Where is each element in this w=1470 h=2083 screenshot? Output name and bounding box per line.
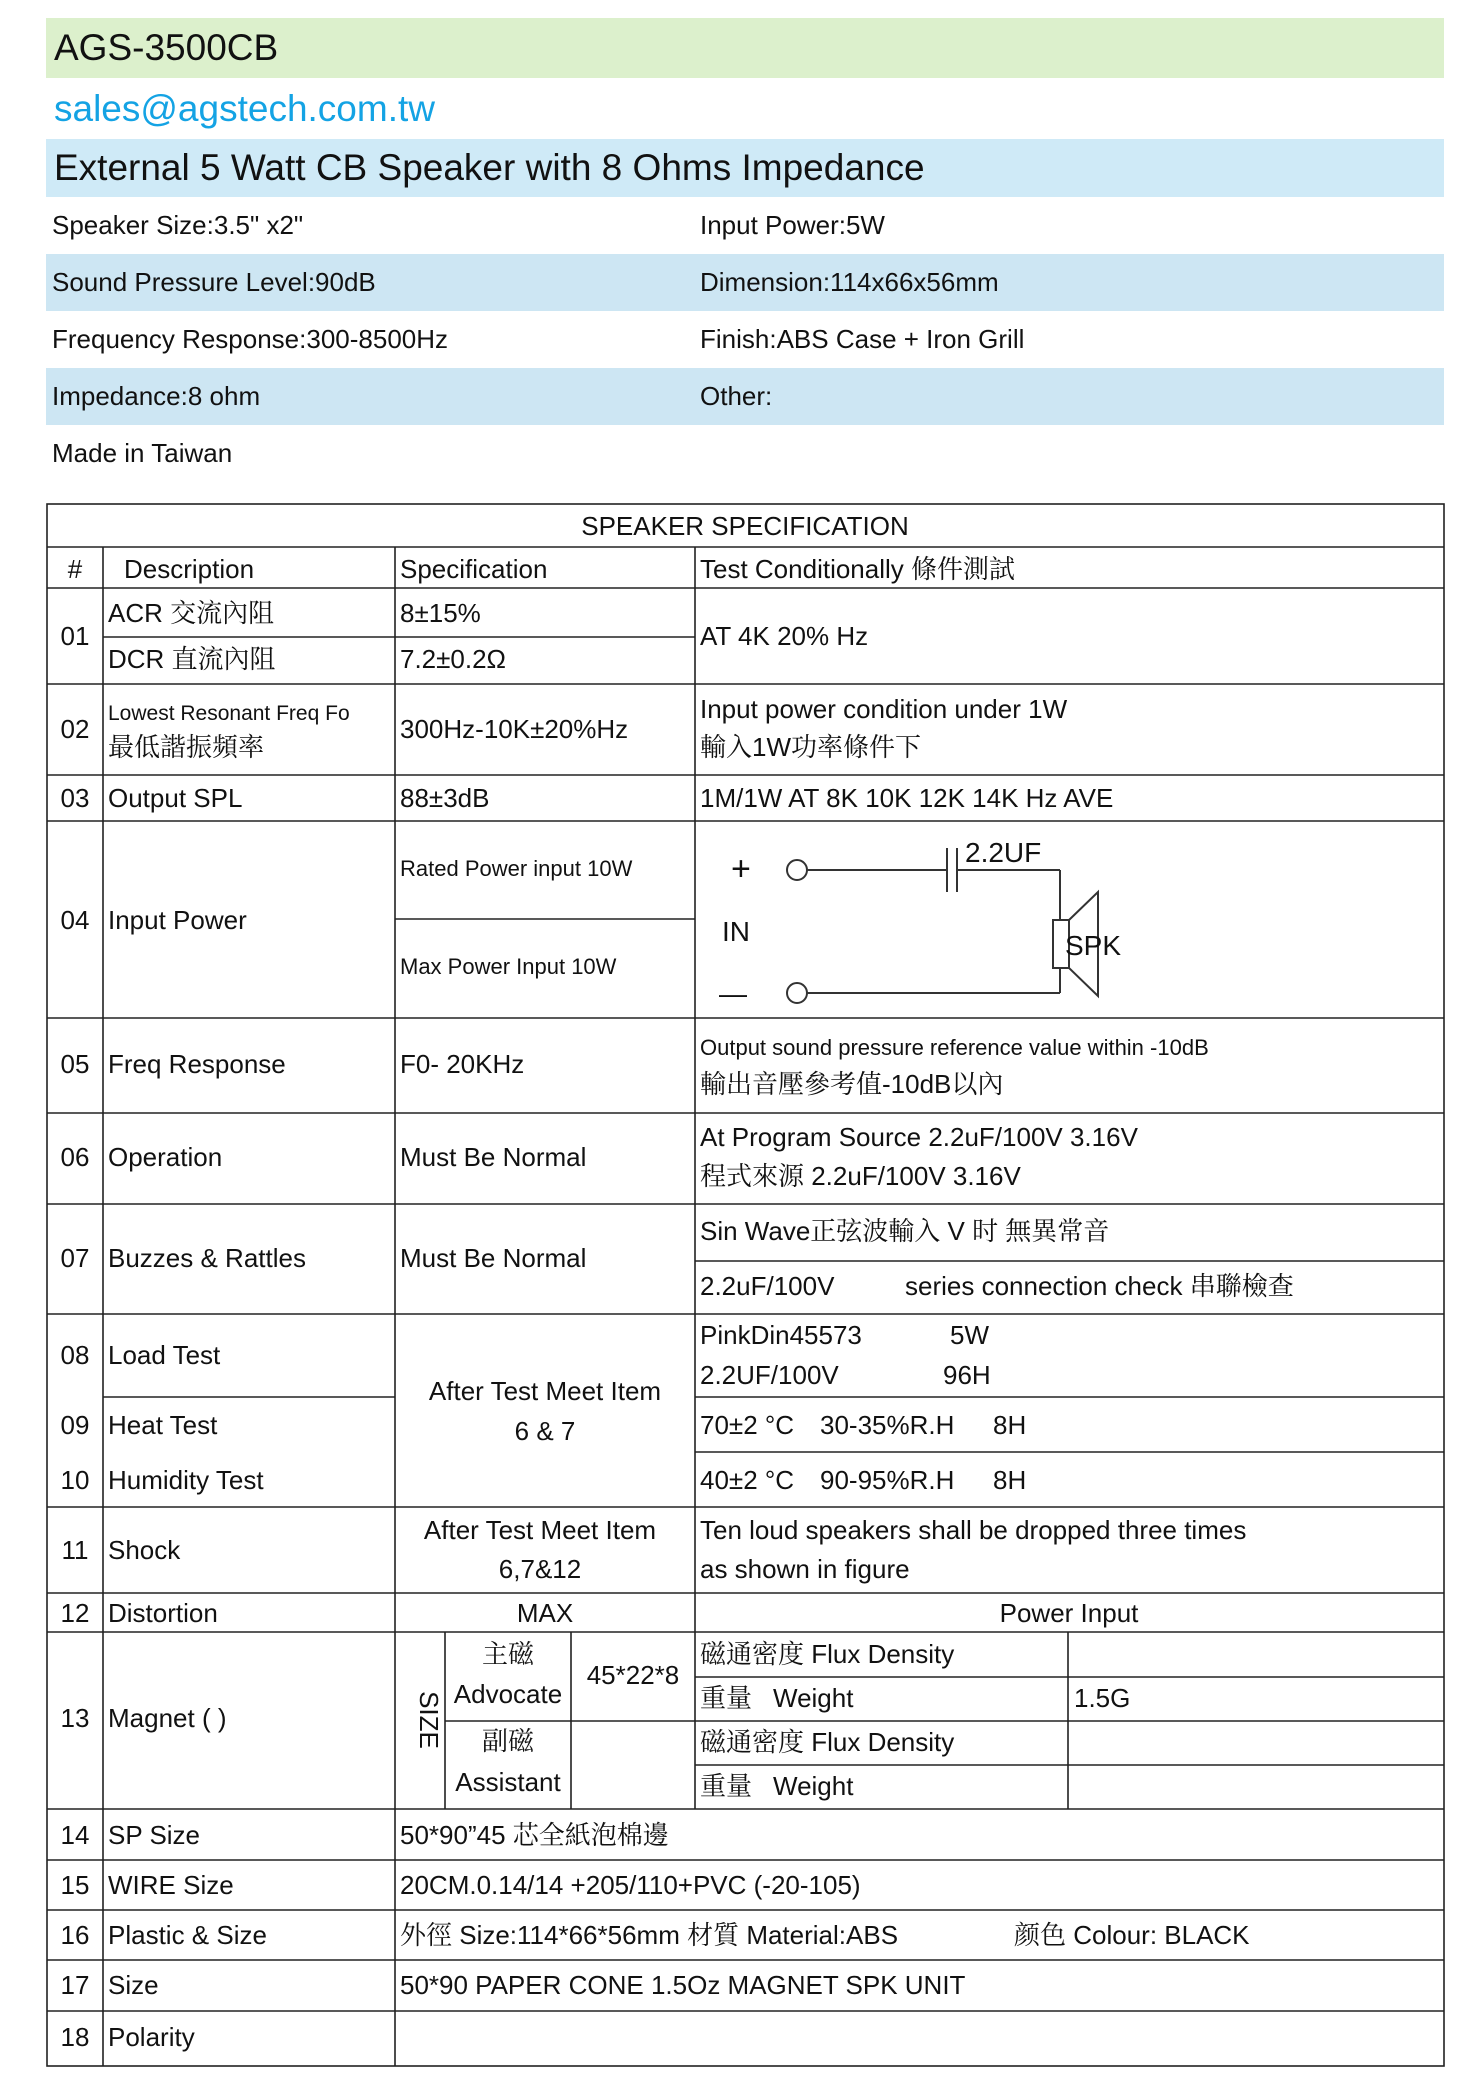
- frequency-response: Frequency Response:300-8500Hz: [52, 324, 449, 354]
- row-no: 14: [60, 1820, 90, 1850]
- humidity-test-label: Humidity Test: [108, 1465, 264, 1495]
- resonant-label-zh: 最低諧振頻率: [108, 732, 265, 762]
- flux-density-sub: 磁通密度 Flux Density: [700, 1727, 955, 1757]
- acr-value: 8±15%: [400, 598, 481, 628]
- row-no: 18: [60, 2022, 90, 2052]
- humidity-test-temp: 40±2 °C: [700, 1465, 795, 1495]
- dimension: Dimension:114x66x56mm: [700, 267, 999, 297]
- row-no: 16: [60, 1920, 90, 1950]
- plastic-size-value: 外徑 Size:114*66*56mm 材質 Material:ABS: [400, 1920, 899, 1950]
- weight-sub-zh: 重量: [700, 1771, 753, 1801]
- col-header-specification: Specification: [400, 554, 548, 584]
- plus-terminal: +: [731, 850, 751, 888]
- shock-condition-1: Ten loud speakers shall be dropped three times: [700, 1515, 1247, 1545]
- main-magnet-en: Advocate: [453, 1679, 563, 1709]
- operation-label: Operation: [108, 1142, 223, 1172]
- buzzes-condition-1: Sin Wave正弦波輸入 V 时 無異常音: [700, 1216, 1110, 1246]
- input-power: Input Power:5W: [700, 210, 885, 240]
- input-power-label: Input Power: [108, 905, 247, 935]
- model-name: AGS-3500CB: [54, 27, 279, 68]
- sp-size-label: SP Size: [108, 1820, 201, 1850]
- freq-response-condition-zh: 輸出音壓參考值-10dB以內: [700, 1069, 1004, 1099]
- buzzes-condition-2b: series connection check 串聯檢查: [905, 1271, 1294, 1301]
- heat-test-duration: 8H: [993, 1410, 1027, 1440]
- finish: Finish:ABS Case + Iron Grill: [700, 324, 1025, 354]
- after-test-line1: After Test Meet Item: [428, 1376, 662, 1406]
- capacitor-label: 2.2UF: [965, 837, 1042, 868]
- shock-spec-2: 6,7&12: [498, 1554, 582, 1584]
- freq-response-label: Freq Response: [108, 1049, 286, 1079]
- weight-main-value: 1.5G: [1074, 1683, 1131, 1713]
- shock-condition-2: as shown in figure: [700, 1554, 910, 1584]
- size-value: 50*90 PAPER CONE 1.5Oz MAGNET SPK UNIT: [400, 1970, 966, 2000]
- row-no: 12: [60, 1598, 90, 1628]
- size-vertical-label: SIZE: [414, 1691, 444, 1749]
- buzzes-condition-2a: 2.2uF/100V: [700, 1271, 835, 1301]
- row-no: 10: [60, 1465, 90, 1495]
- circuit-diagram: [719, 837, 1121, 1009]
- impedance: Impedance:8 ohm: [52, 381, 261, 411]
- load-test-cond-1b: 5W: [950, 1320, 989, 1350]
- resonant-value: 300Hz-10K±20%Hz: [400, 714, 629, 744]
- dcr-label: DCR 直流內阻: [108, 644, 276, 674]
- max-power: Max Power Input 10W: [400, 954, 617, 979]
- flux-density-main: 磁通密度 Flux Density: [700, 1639, 955, 1669]
- table-title: SPEAKER SPECIFICATION: [581, 511, 909, 541]
- dcr-value: 7.2±0.2Ω: [400, 644, 506, 674]
- sp-size-value: 50*90”45 芯全紙泡棉邊: [400, 1820, 669, 1850]
- col-header-no: #: [67, 554, 83, 584]
- buzzes-label: Buzzes & Rattles: [108, 1243, 306, 1273]
- heat-test-label: Heat Test: [108, 1410, 218, 1440]
- freq-response-condition-en: Output sound pressure reference value within -10dB: [700, 1035, 1209, 1060]
- shock-label: Shock: [108, 1535, 181, 1565]
- row-no: 06: [60, 1142, 90, 1172]
- operation-value: Must Be Normal: [400, 1142, 587, 1172]
- wire-size-value: 20CM.0.14/14 +205/110+PVC (-20-105): [400, 1870, 861, 1900]
- weight-sub-en: Weight: [773, 1771, 854, 1801]
- speaker-size: Speaker Size:3.5" x2": [52, 210, 304, 240]
- distortion-value: MAX: [516, 1598, 574, 1628]
- col-header-description: Description: [124, 554, 255, 584]
- polarity-label: Polarity: [108, 2022, 195, 2052]
- humidity-test-humidity: 90-95%R.H: [820, 1465, 955, 1495]
- resonant-condition-en: Input power condition under 1W: [700, 694, 1068, 724]
- row-no: 07: [60, 1243, 90, 1273]
- main-magnet-zh: 主磁: [481, 1639, 535, 1669]
- magnet-label: Magnet ( ): [108, 1703, 227, 1733]
- buzzes-value: Must Be Normal: [400, 1243, 587, 1273]
- col-header-test-condition: Test Conditionally 條件測試: [700, 554, 1015, 584]
- product-title: External 5 Watt CB Speaker with 8 Ohms Impedance: [54, 147, 925, 188]
- acr-condition: AT 4K 20% Hz: [700, 621, 869, 651]
- load-test-label: Load Test: [108, 1340, 221, 1370]
- spl: Sound Pressure Level:90dB: [52, 267, 376, 297]
- row-no: 04: [60, 905, 90, 935]
- row-no: 15: [60, 1870, 90, 1900]
- row-no: 05: [60, 1049, 90, 1079]
- main-magnet-size: 45*22*8: [586, 1660, 680, 1690]
- acr-label: ACR 交流內阻: [108, 598, 275, 628]
- speaker-label: SPK: [1065, 930, 1122, 961]
- plastic-colour: 颜色 Colour: BLACK: [1014, 1920, 1250, 1950]
- sub-magnet-zh: 副磁: [481, 1726, 535, 1756]
- row-no: 03: [60, 783, 90, 813]
- distortion-condition: Power Input: [999, 1598, 1139, 1628]
- shock-spec-1: After Test Meet Item: [423, 1515, 657, 1545]
- row-no: 11: [61, 1535, 89, 1565]
- made-in: Made in Taiwan: [52, 438, 233, 468]
- row-no: 09: [60, 1410, 90, 1440]
- output-spl-condition: 1M/1W AT 8K 10K 12K 14K Hz AVE: [700, 783, 1114, 813]
- sub-magnet-en: Assistant: [455, 1767, 561, 1797]
- plastic-size-label: Plastic & Size: [108, 1920, 267, 1950]
- load-test-cond-1a: PinkDin45573: [700, 1320, 862, 1350]
- load-test-cond-2b: 96H: [943, 1360, 991, 1390]
- row-no: 01: [60, 621, 90, 651]
- email-link[interactable]: sales@agstech.com.tw: [54, 88, 435, 129]
- rated-power: Rated Power input 10W: [400, 856, 633, 881]
- row-no: 08: [60, 1340, 90, 1370]
- after-test-line2: 6 & 7: [514, 1416, 576, 1446]
- heat-test-temp: 70±2 °C: [700, 1410, 795, 1440]
- row-no: 02: [60, 714, 90, 744]
- heat-test-humidity: 30-35%R.H: [820, 1410, 955, 1440]
- other: Other:: [700, 381, 773, 411]
- row-no: 17: [60, 1970, 90, 2000]
- in-label: IN: [722, 916, 750, 947]
- wire-size-label: WIRE Size: [108, 1870, 234, 1900]
- minus-terminal: —: [719, 978, 747, 1009]
- humidity-test-duration: 8H: [993, 1465, 1027, 1495]
- operation-condition-zh: 程式來源 2.2uF/100V 3.16V: [700, 1161, 1021, 1191]
- operation-condition-en: At Program Source 2.2uF/100V 3.16V: [700, 1122, 1138, 1152]
- freq-response-value: F0- 20KHz: [400, 1049, 525, 1079]
- resonant-label-en: Lowest Resonant Freq Fo: [108, 702, 350, 725]
- resonant-condition-zh: 輸入1W功率條件下: [700, 732, 922, 762]
- output-spl-value: 88±3dB: [400, 783, 490, 813]
- size-label: Size: [108, 1970, 159, 2000]
- output-spl-label: Output SPL: [108, 783, 243, 813]
- weight-main-zh: 重量: [700, 1683, 753, 1713]
- load-test-cond-2a: 2.2UF/100V: [700, 1360, 839, 1390]
- distortion-label: Distortion: [108, 1598, 218, 1628]
- row-no: 13: [60, 1703, 90, 1733]
- weight-main-en: Weight: [773, 1683, 854, 1713]
